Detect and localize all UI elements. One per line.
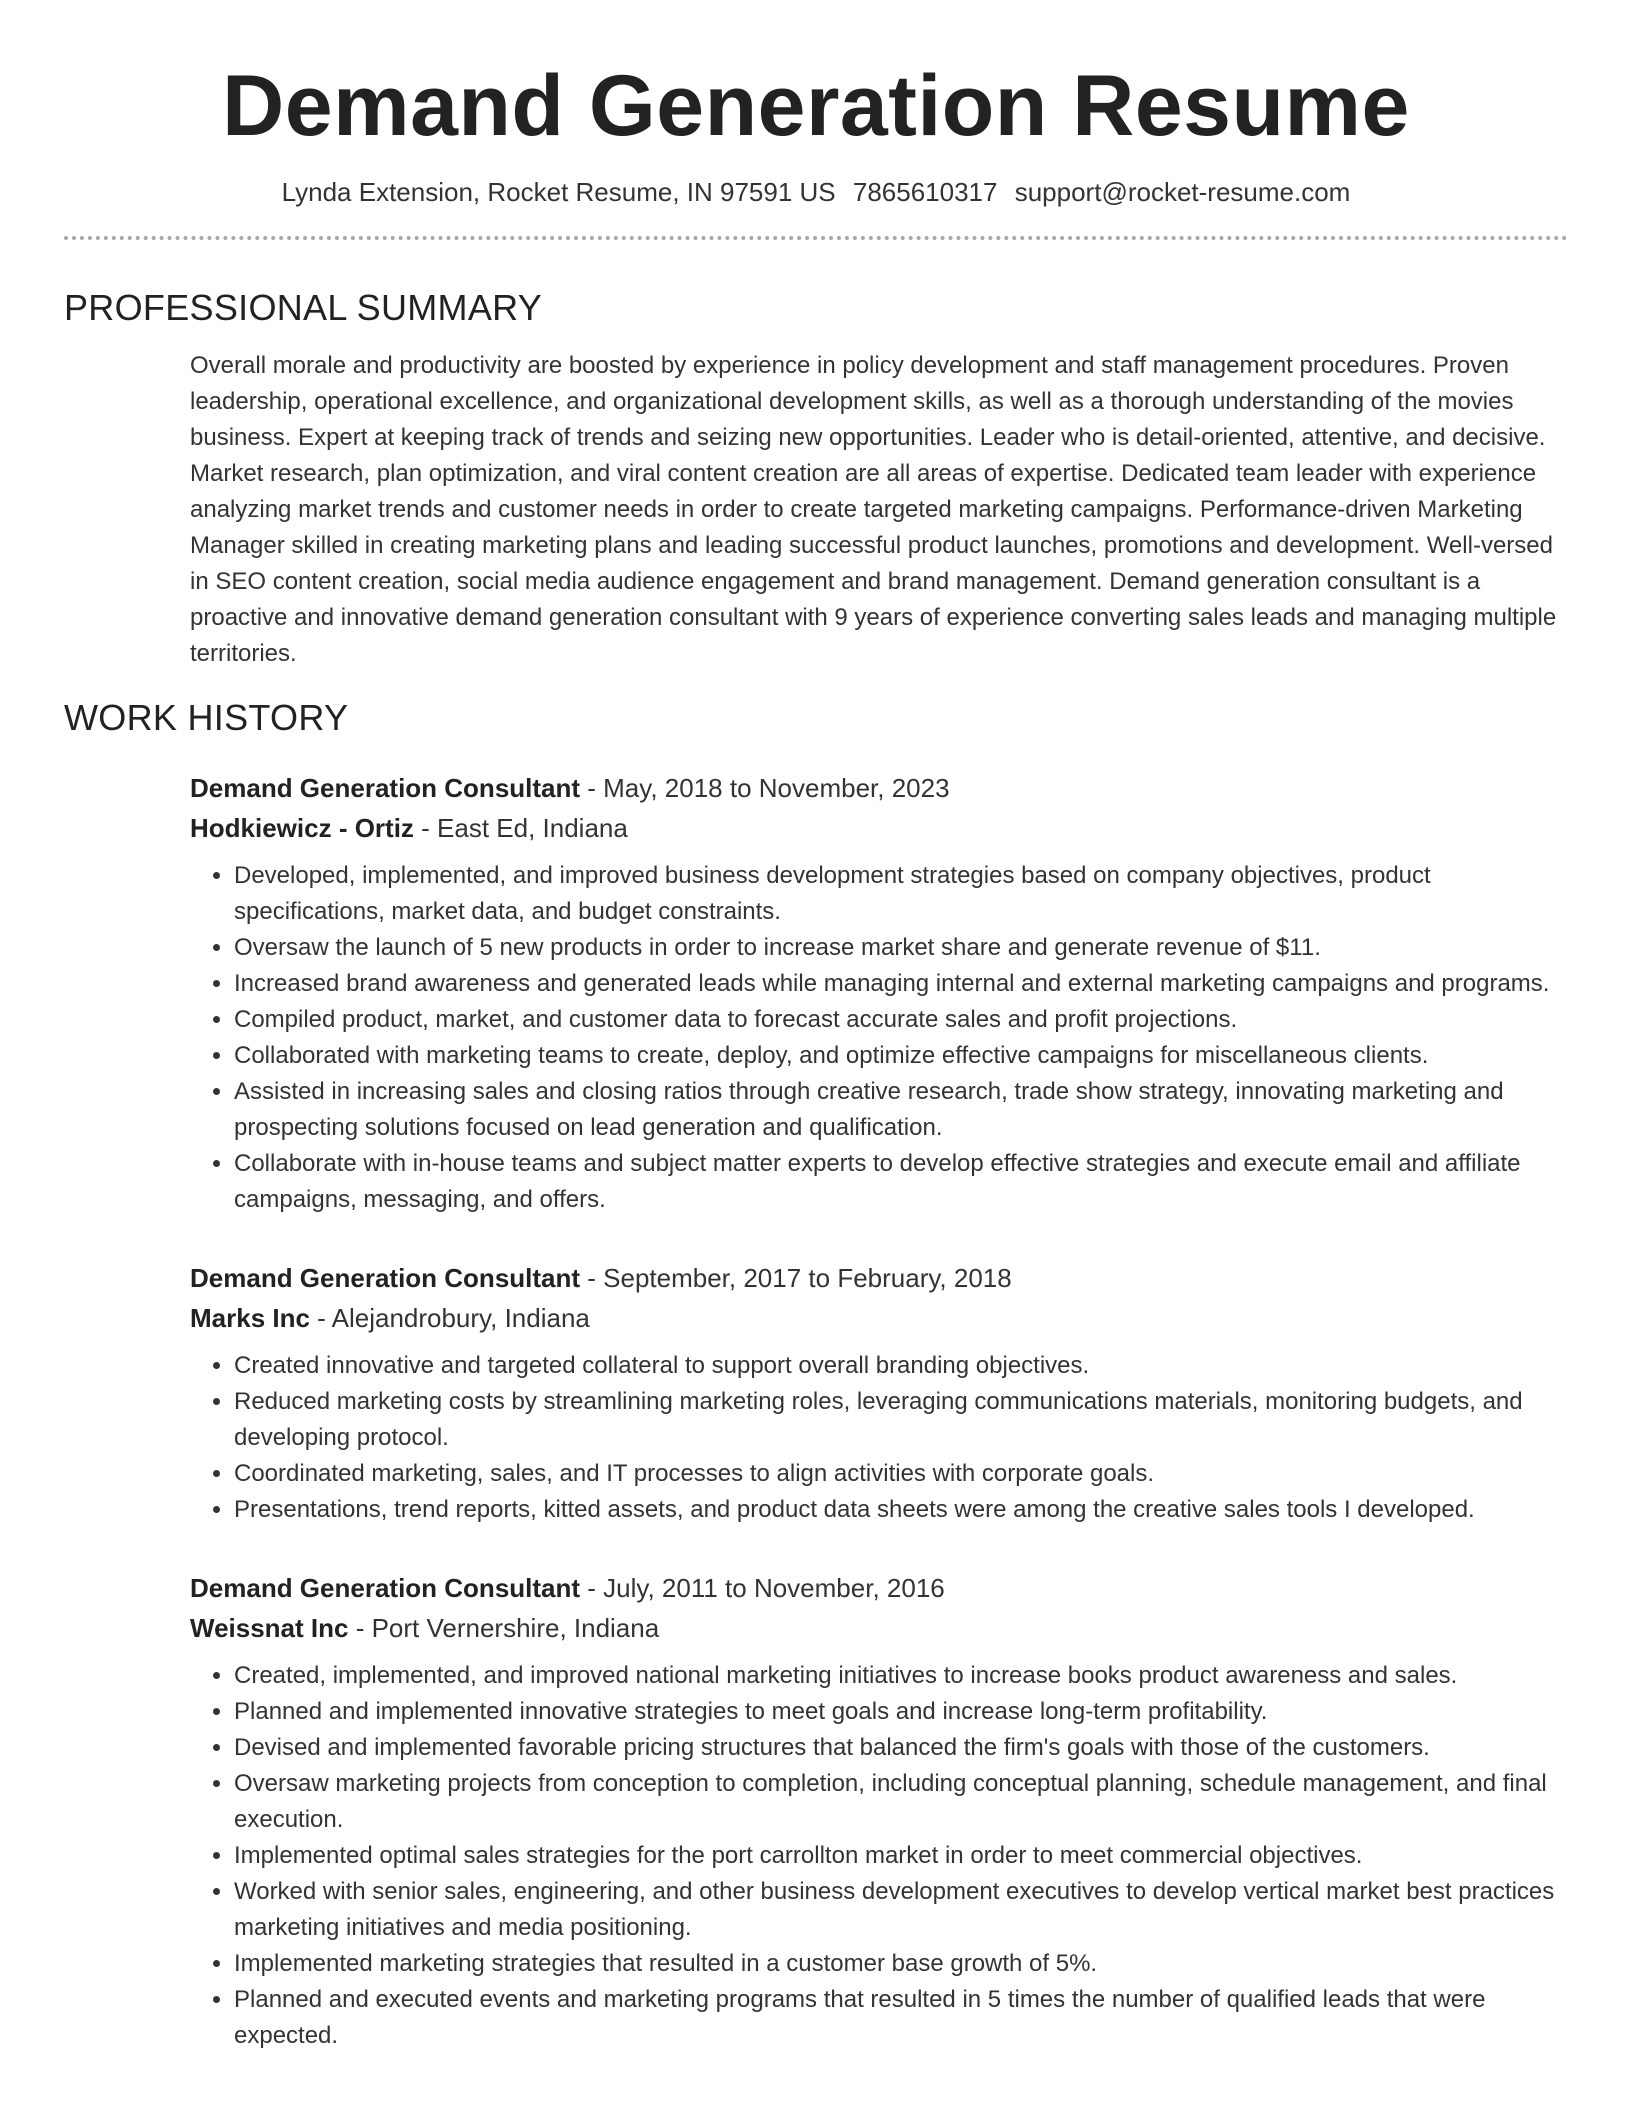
job-bullet: • Oversaw marketing projects from conception to completion, including conceptual planning, schedule management, and final execution. [234, 1766, 1568, 1838]
job-title-line [190, 1568, 1568, 1608]
job-company-line [190, 808, 1568, 848]
job-entry [190, 1568, 1568, 2054]
resume-title: Demand Generation Resume [222, 58, 1410, 154]
job-bullet: • Oversaw the launch of 5 new products in order to increase market share and generate revenue of $11. [234, 930, 1568, 966]
job-dates: - May, 2018 to November, 2023 [580, 773, 950, 803]
contact-info [64, 174, 1568, 210]
job-bullet: • Created innovative and targeted collateral to support overall branding objectives. [234, 1348, 1568, 1384]
job-company: Marks Inc [190, 1303, 310, 1333]
job-company: Weissnat Inc [190, 1613, 349, 1643]
job-bullets [190, 1658, 1568, 2054]
header-divider [64, 236, 1568, 240]
job-bullet: • Increased brand awareness and generated leads while managing internal and external marketing campaigns and programs. [234, 966, 1568, 1002]
job-bullet: • Planned and implemented innovative strategies to meet goals and increase long-term profitability. [234, 1694, 1568, 1730]
job-company: Hodkiewicz - Ortiz [190, 813, 414, 843]
job-bullet: • Reduced marketing costs by streamlining marketing roles, leveraging communications materials, monitoring budgets, and developing protocol. [234, 1384, 1568, 1456]
summary-text: Overall morale and productivity are boosted by experience in policy development and staff management procedures. Proven leadership, operational excellence, and organizational development skills, as well as a thorough understanding of the movies business. Expert at keeping track of trends and seizing new opportunities. Leader who is detail-oriented, attentive, and decisive. Market research, plan optimization, and viral content creation are all areas of expertise. Dedicated team leader with experience analyzing market trends and customer needs in order to create targeted marketing campaigns. Performance-driven Marketing Manager skilled in creating marketing plans and leading successful product launches, promotions and development. Well-versed in SEO content creation, social media audience engagement and brand management. Demand generation consultant is a proactive and innovative demand generation consultant with 9 years of experience converting sales leads and managing multiple territories. [190, 352, 1557, 667]
job-title-line [190, 1258, 1568, 1298]
job-bullet: • Implemented optimal sales strategies for the port carrollton market in order to meet commercial objectives. [234, 1838, 1568, 1874]
job-dates: - September, 2017 to February, 2018 [580, 1263, 1012, 1293]
job-dates: - July, 2011 to November, 2016 [580, 1573, 945, 1603]
job-bullet: • Collaborated with marketing teams to create, deploy, and optimize effective campaigns for miscellaneous clients. [234, 1038, 1568, 1074]
job-location: - Alejandrobury, Indiana [309, 1303, 590, 1333]
job-location: - Port Vernershire, Indiana [348, 1613, 660, 1643]
job-company-line [190, 1608, 1568, 1648]
contact-address: Lynda Extension, Rocket Resume, IN 97591 US [281, 177, 836, 207]
job-title: Demand Generation Consultant [190, 773, 581, 803]
job-location: - East Ed, Indiana [413, 813, 628, 843]
job-bullets [190, 858, 1568, 1218]
job-company-line [190, 1298, 1568, 1338]
job-title-line [190, 768, 1568, 808]
job-bullet: • Worked with senior sales, engineering, and other business development executives to develop vertical market best practices marketing initiatives and media positioning. [234, 1874, 1568, 1946]
job-bullet: • Collaborate with in-house teams and subject matter experts to develop effective strategies and execute email and affiliate campaigns, messaging, and offers. [234, 1146, 1568, 1218]
job-entry [190, 1258, 1568, 1528]
work-history-list [190, 768, 1568, 2054]
job-bullet: • Coordinated marketing, sales, and IT processes to align activities with corporate goals. [234, 1456, 1568, 1492]
job-title: Demand Generation Consultant [190, 1573, 581, 1603]
work-history-heading: WORK HISTORY [64, 697, 349, 738]
job-bullet: • Devised and implemented favorable pricing structures that balanced the firm's goals with those of the customers. [234, 1730, 1568, 1766]
job-bullet: • Implemented marketing strategies that resulted in a customer base growth of 5%. [234, 1946, 1568, 1982]
job-entry [190, 768, 1568, 1218]
job-bullet: • Created, implemented, and improved national marketing initiatives to increase books product awareness and sales. [234, 1658, 1568, 1694]
job-bullet: • Planned and executed events and marketing programs that resulted in 5 times the number of qualified leads that were expected. [234, 1982, 1568, 2054]
contact-email: support@rocket-resume.com [1014, 177, 1351, 207]
job-bullet: • Compiled product, market, and customer data to forecast accurate sales and profit projections. [234, 1002, 1568, 1038]
job-bullets [190, 1348, 1568, 1528]
contact-phone: 7865610317 [852, 177, 998, 207]
job-bullet: • Assisted in increasing sales and closing ratios through creative research, trade show strategy, innovating marketing and prospecting solutions focused on lead generation and qualification. [234, 1074, 1568, 1146]
job-bullet: • Presentations, trend reports, kitted assets, and product data sheets were among the creative sales tools I developed. [234, 1492, 1568, 1528]
job-title: Demand Generation Consultant [190, 1263, 581, 1293]
summary-heading: PROFESSIONAL SUMMARY [64, 287, 543, 328]
job-bullet: • Developed, implemented, and improved business development strategies based on company objectives, product specifications, market data, and budget constraints. [234, 858, 1568, 930]
